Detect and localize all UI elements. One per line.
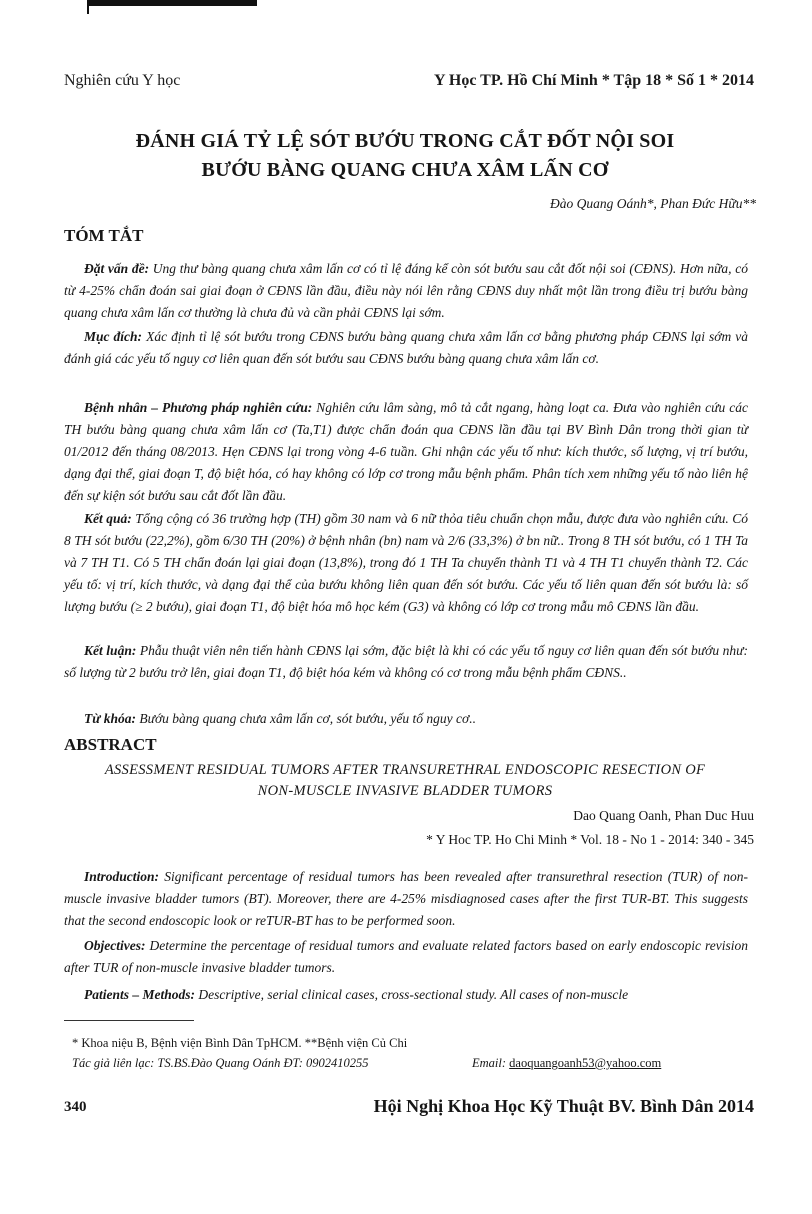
abstract-title-line-1: ASSESSMENT RESIDUAL TUMORS AFTER TRANSURETHRAL ENDOSCOPIC RESECTION OF <box>104 762 706 778</box>
paragraph-label: Đặt vấn đề: <box>84 261 150 276</box>
paragraph-text: Phẫu thuật viên nên tiến hành CĐNS lại sớm, đặc biệt là khi có các yếu tố nguy cơ liên quan đến sót bướu như: số lượng từ 2 bướu trở lên, giai đoạn T1, độ biệt hóa kém và không có cơ trong mẫu bệnh phẩm CĐNS.. <box>64 643 748 680</box>
running-header-left: Nghiên cứu Y học <box>64 72 181 89</box>
email-label: Email: <box>472 1056 510 1070</box>
paragraph-label: Bệnh nhân – Phương pháp nghiên cứu: <box>84 400 313 415</box>
summary-paragraph-background <box>64 258 748 324</box>
paragraph-text: Xác định tỉ lệ sót bướu trong CĐNS bướu bàng quang chưa xâm lấn cơ bằng phương pháp CĐNS lại sớm và đánh giá các yếu tố nguy cơ liên quan đến sót bướu sau CĐNS bướu bàng quang chưa xâm lấn cơ. <box>64 329 748 366</box>
footnote-affiliations: * Khoa niệu B, Bệnh viện Bình Dân TpHCM. **Bệnh viện Củ Chi <box>72 1036 408 1050</box>
abstract-paragraph-methods <box>64 984 748 1006</box>
paragraph-text: Significant percentage of residual tumors has been revealed after transurethral resection (TUR) of non-muscle invasive bladder tumors (BT). Moreover, there are 4-25% misdiagnosed cases after the first TUR-BT. This suggests that the second endoscopic look or reTUR-BT has to be performed soon. <box>64 869 748 928</box>
paragraph-label: Mục đích: <box>84 329 143 344</box>
abstract-citation: * Y Hoc TP. Ho Chi Minh * Vol. 18 - No 1 - 2014: 340 - 345 <box>426 832 754 847</box>
paragraph-text: Tổng cộng có 36 trường hợp (TH) gồm 30 nam và 6 nữ thỏa tiêu chuẩn chọn mẫu, được đưa vào nghiên cứu. Có 8 TH sót bướu (22,2%), gồm 6/30 TH (20%) ở bệnh nhân (bn) nam và 2/6 (33,3%) ở bn nữ.. Trong 8 TH sót bướu, có 1 TH Ta và 7 TH T1. Có 5 TH chẩn đoán lại giai đoạn (13,8%), trong đó 1 TH Ta chuyển thành T1 và 4 TH T1 chuyển thành T2. Các yếu tố: vị trí, kích thước, và dạng đại thể của bướu không liên quan đến sót bướu. Các yếu tố liên quan đến sót bướu là: số lượng bướu (≥ 2 bướu), giai đoạn T1, độ biệt hóa mô học kém (G3) và không có lớp cơ trong mẫu mô CĐNS lần đầu. <box>64 511 748 614</box>
paragraph-text: Descriptive, serial clinical cases, cross-sectional study. All cases of non-muscle <box>195 987 629 1002</box>
running-header-right: Y Học TP. Hồ Chí Minh * Tập 18 * Số 1 * 2014 <box>433 72 754 89</box>
footnote-contact: Tác giả liên lạc: TS.BS.Đào Quang Oánh ĐT: 0902410255 <box>72 1056 369 1070</box>
page-number: 340 <box>64 1099 87 1115</box>
top-scan-bar <box>87 0 257 6</box>
paragraph-text: Nghiên cứu lâm sàng, mô tả cắt ngang, hàng loạt ca. Đưa vào nghiên cứu các TH bướu bàng quang chưa xâm lấn cơ (Ta,T1) được chẩn đoán qua CĐNS lần đầu tại BV Bình Dân trong thời gian từ 01/2012 đến tháng 08/2013. Hẹn CĐNS lại trong vòng 4-6 tuần. Ghi nhận các yếu tố như: kích thước, số lượng, vị trí bướu, dạng đại thể, giai đoạn T, độ biệt hóa, có hay không có lớp cơ trong mẫu bệnh phẩm. Phân tích xem những yếu tố nào liên hệ đến sự kiện sót bướu sau cắt đốt lần đầu. <box>64 400 748 503</box>
paragraph-label: Từ khóa: <box>84 711 136 726</box>
summary-paragraph-keywords <box>64 708 748 730</box>
paragraph-label: Patients – Methods: <box>84 987 196 1002</box>
paper-title-line-2: BƯỚU BÀNG QUANG CHƯA XÂM LẤN CƠ <box>201 159 609 181</box>
summary-paragraph-results <box>64 508 748 618</box>
paragraph-label: Kết luận: <box>84 643 137 658</box>
summary-paragraph-conclusion <box>64 640 748 684</box>
paragraph-label: Kết quả: <box>84 511 132 526</box>
summary-paragraph-objectives <box>64 326 748 370</box>
paragraph-text: Bướu bàng quang chưa xâm lấn cơ, sót bướu, yếu tố nguy cơ.. <box>135 711 476 726</box>
abstract-paragraph-introduction <box>64 866 748 932</box>
summary-heading: TÓM TẮT <box>64 226 144 245</box>
abstract-title-line-2: NON-MUSCLE INVASIVE BLADDER TUMORS <box>257 783 553 799</box>
paragraph-text: Determine the percentage of residual tumors and evaluate related factors based on early endoscopic revision after TUR of non-muscle invasive bladder tumors. <box>64 938 748 975</box>
footnote-email <box>472 1056 661 1071</box>
abstract-heading: ABSTRACT <box>64 735 157 754</box>
paper-authors: Đào Quang Oánh*, Phan Đức Hữu** <box>550 196 756 211</box>
abstract-paragraph-objectives <box>64 935 748 979</box>
abstract-authors: Dao Quang Oanh, Phan Duc Huu <box>573 808 754 823</box>
top-scan-tick <box>87 0 89 14</box>
paper-title-line-1: ĐÁNH GIÁ TỶ LỆ SÓT BƯỚU TRONG CẮT ĐỐT NỘI SOI <box>135 130 675 152</box>
summary-paragraph-methods <box>64 397 748 507</box>
paragraph-label: Introduction: <box>84 869 160 884</box>
email-link[interactable]: daoquangoanh53@yahoo.com <box>509 1056 662 1070</box>
paragraph-label: Objectives: <box>84 938 146 953</box>
conference-footer: Hội Nghị Khoa Học Kỹ Thuật BV. Bình Dân 2014 <box>373 1096 754 1116</box>
footnote-rule <box>64 1020 194 1021</box>
paragraph-text: Ung thư bàng quang chưa xâm lấn cơ có tỉ lệ đáng kể còn sót bướu sau cắt đốt nội soi (CĐNS). Hơn nữa, có từ 4-25% chẩn đoán sai giai đoạn ở CĐNS lần đầu, điều này nói lên rằng CĐNS duy nhất một lần trong điều trị bướu bàng quang chưa xâm lấn cơ thường là chưa đủ và cần phải CĐNS lại sớm. <box>64 261 748 320</box>
